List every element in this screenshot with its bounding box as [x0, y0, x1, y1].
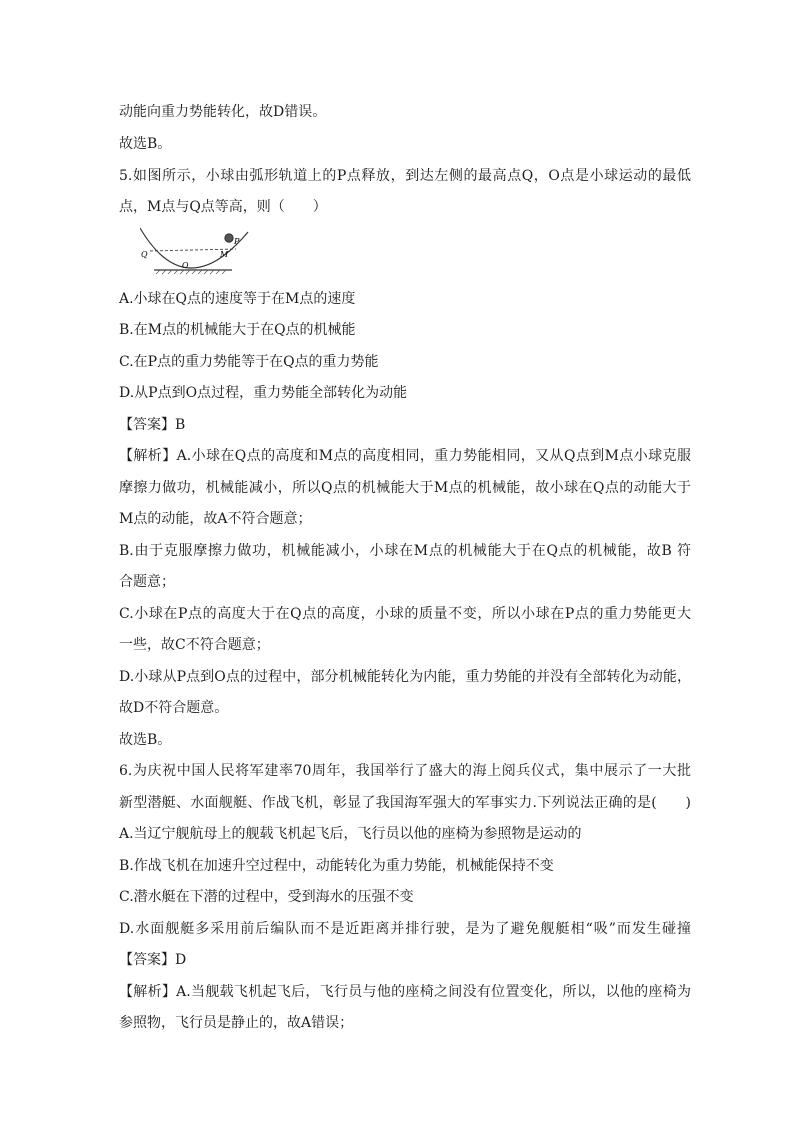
analysis-line: D.小球从P点到O点的过程中，部分机械能转化为内能，重力势能的并没有全部转化为动能， [119, 669, 691, 685]
option-d: D.水面舰艇多采用前后编队而不是近距离并排行驶，是为了避免舰艇相“吸”而发生碰撞 [119, 921, 691, 937]
option-a: A.当辽宁舰航母上的舰载飞机起飞后，飞行员以他的座椅为参照物是运动的 [119, 826, 582, 842]
analysis-line: 一些，故C不符合题意； [119, 637, 270, 653]
question-6-stem-line-2: 新型潜艇、水面舰艇、作战飞机，彰显了我国海军强大的军事实力.下列说法正确的是( ) [119, 795, 691, 811]
option-c: C.在P点的重力势能等于在Q点的重力势能 [119, 354, 379, 370]
analysis-line: 摩擦力做功，机械能减小，所以Q点的机械能大于M点的机械能，故小球在Q点的动能大于 [119, 480, 691, 496]
analysis-line: 合题意； [119, 574, 175, 590]
answer-label: 【答案】B [119, 417, 186, 433]
option-b: B.作战飞机在加速升空过程中，动能转化为重力势能，机械能保持不变 [119, 858, 554, 874]
question-5-stem-line-2: 点，M点与Q点等高，则（ ） [119, 199, 327, 215]
analysis-line: 【解析】A.小球在Q点的高度和M点的高度相同，重力势能相同，又从Q点到M点小球克服 [119, 448, 691, 464]
label-q: Q [141, 250, 148, 259]
option-a: A.小球在Q点的速度等于在M点的速度 [119, 291, 356, 307]
option-d: D.从P点到O点过程，重力势能全部转化为动能 [119, 385, 408, 401]
answer-label: 【答案】D [119, 952, 187, 968]
conclusion-line: 故选B。 [119, 732, 172, 748]
ball-at-p [225, 234, 233, 242]
option-b: B.在M点的机械能大于在Q点的机械能 [119, 322, 356, 338]
text-line: 动能向重力势能转化，故D错误。 [119, 104, 327, 120]
option-c: C.潜水艇在下潜的过程中，受到海水的压强不变 [119, 889, 414, 905]
label-m: M [220, 250, 229, 259]
ground-hatching [156, 270, 226, 274]
analysis-line: M点的动能，故A不符合题意； [119, 511, 312, 527]
analysis-line: 【解析】A.当舰载飞机起飞后，飞行员与他的座椅之间没有位置变化，所以，以他的座椅为 [119, 984, 691, 1000]
label-o: O [182, 261, 189, 270]
analysis-line: B.由于克服摩擦力做功，机械能减小，小球在M点的机械能大于在Q点的机械能，故B 符 [119, 543, 691, 559]
curved-track-figure [140, 224, 250, 280]
question-6-stem-line-1: 6.为庆祝中国人民将军建率70周年，我国举行了盛大的海上阅兵仪式，集中展示了一大批 [119, 763, 691, 779]
analysis-line: C.小球在P点的高度大于在Q点的高度，小球的质量不变，所以小球在P点的重力势能更大 [119, 606, 691, 622]
analysis-line: 参照物，飞行员是静止的，故A错误； [119, 1015, 354, 1031]
question-5-stem-line-1: 5.如图所示，小球由弧形轨道上的P点释放，到达左侧的最高点Q，O点是小球运动的最低 [119, 168, 691, 184]
analysis-line: 故D不符合题意。 [119, 700, 229, 716]
label-p: P [234, 237, 240, 246]
text-line: 故选B。 [119, 136, 172, 152]
arc-track [140, 228, 248, 268]
